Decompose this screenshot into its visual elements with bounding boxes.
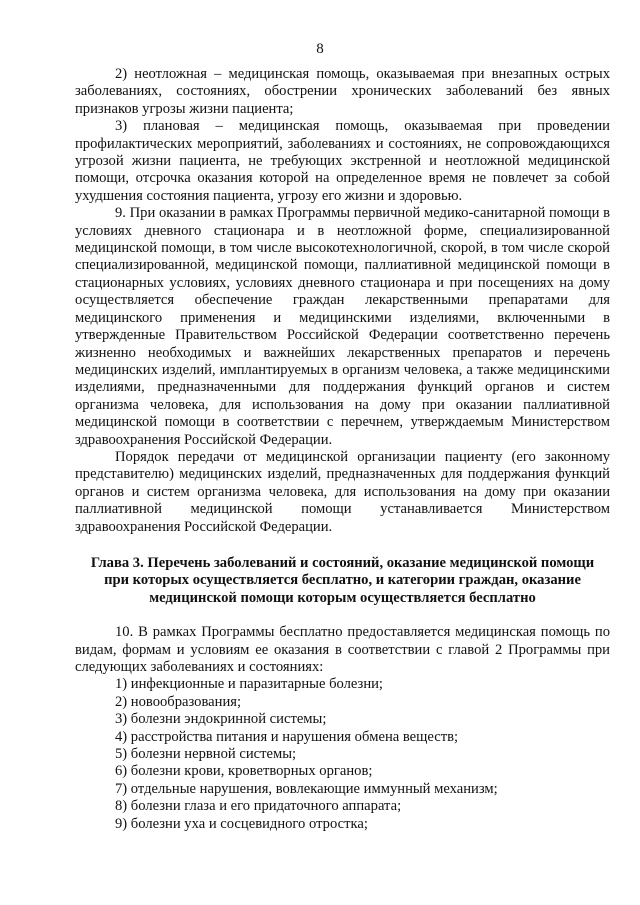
list-item: 1) инфекционные и паразитарные болезни; — [115, 676, 383, 693]
list-item: 3) болезни эндокринной системы; — [115, 711, 327, 728]
paragraph-section-10: 10. В рамках Программы бесплатно предоставляется медицинская помощь по видам, формам и условиям ее оказания в соответствии с главой 2 Программы при следующих заболеваниях и состояниях: — [75, 624, 610, 675]
page-number: 8 — [316, 41, 324, 57]
paragraph-urgent-care: 2) неотложная – медицинская помощь, оказываемая при внезапных острых заболеваниях, состояниях, обострении хронических заболеваний без явных признаков угрозы жизни пациента; — [75, 66, 610, 117]
list-item: 6) болезни крови, кроветворных органов; — [115, 763, 373, 780]
paragraph-section-9: 9. При оказании в рамках Программы первичной медико-санитарной помощи в условиях дневного стационара и в неотложной форме, специализированной медицинской помощи, в том числе высокотехнологичной, скорой, в том числе скорой специализированной, медицинской помощи, паллиативной медицинской помощи в стационарных условиях, условиях дневного стационара и при посещениях на дому осуществляется обеспечение граждан лекарственными препаратами для медицинского применения и медицинскими изделиями, включенными в утвержденные Правительством Российской Федерации соответственно перечень жизненно необходимых и важнейших лекарственных препаратов и перечень медицинских изделий, имплантируемых в организм человека, а также медицинскими изделиями, предназначенными для поддержания функций органов и систем организма человека, для использования на дому при оказании паллиативной медицинской помощи в соответствии с перечнем, утверждаемым Министерством здравоохранения Российской Федерации. — [75, 205, 610, 448]
list-item: 9) болезни уха и сосцевидного отростка; — [115, 815, 368, 832]
list-item: 5) болезни нервной системы; — [115, 746, 297, 763]
list-item: 4) расстройства питания и нарушения обмена веществ; — [115, 728, 459, 745]
document-body — [75, 66, 610, 833]
paragraph-planned-care: 3) плановая – медицинская помощь, оказываемая при проведении профилактических мероприятий, заболеваниях и состояниях, не сопровождающихся угрозой жизни пациента, не требующих экстренной и неотложной медицинской помощи, отсрочка оказания которой на определенное время не повлечет за собой ухудшения состояния пациента, угрозу его жизни и здоровью. — [75, 118, 610, 204]
chapter-3-heading: Глава 3. Перечень заболеваний и состояний, оказание медицинской помощи при которых осуществляется бесплатно, и категории граждан, оказание медицинской помощи которым осуществляется бесплатно — [90, 554, 595, 606]
disease-list — [75, 676, 610, 833]
list-item: 7) отдельные нарушения, вовлекающие иммунный механизм; — [115, 780, 498, 797]
list-item: 8) болезни глаза и его придаточного аппарата; — [115, 798, 402, 815]
list-item: 2) новообразования; — [115, 693, 242, 710]
paragraph-transfer-procedure: Порядок передачи от медицинской организации пациенту (его законному представителю) медицинских изделий, предназначенных для поддержания функций органов и систем организма человека, для использования на дому при оказании паллиативной медицинской помощи устанавливается Министерством здравоохранения Российской Федерации. — [75, 448, 610, 535]
